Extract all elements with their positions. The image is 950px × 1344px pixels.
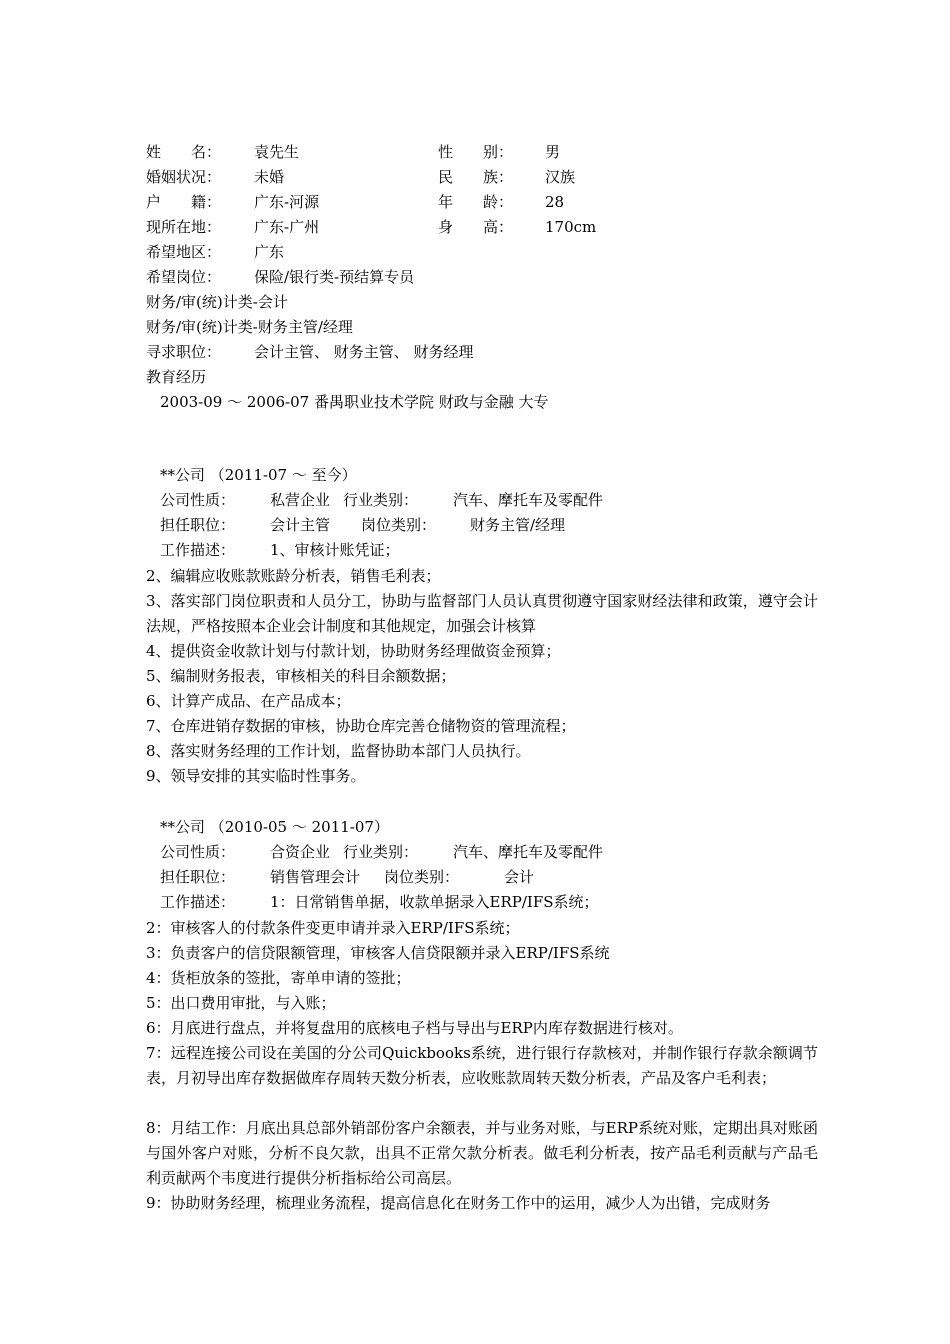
job2-industry-label: 行业类别： — [343, 843, 419, 861]
position-line-2: 财务/审(统)计类-会计 — [146, 293, 288, 311]
job2-role-value: 销售管理会计 — [270, 868, 361, 886]
job1-desc-label: 工作描述： — [160, 541, 236, 559]
job1-cat-label: 岗位类别： — [361, 516, 437, 534]
job2-item: 9：协助财务经理，梳理业务流程，提高信息化在财务工作中的运用，减少人为出错，完成财务 — [146, 1194, 771, 1212]
job1-item: 7、仓库进销存数据的审核，协助仓库完善仓储物资的管理流程； — [146, 717, 576, 735]
job2-item: 8：月结工作：月底出具总部外销部份客户余额表，并与业务对账，与ERP系统对账，定期出具对账函与国外客户对账，分析不良欠款，出具不正常欠款分析表。做毛利分析表，按产品毛利贡献与产品毛利贡献两个韦度进行提供分析指标给公司高层。 — [146, 1119, 818, 1187]
job1-item: 2、编辑应收账款账龄分析表，销售毛利表； — [146, 567, 441, 585]
name-value: 袁先生 — [254, 143, 300, 161]
job1-item: 9、领导安排的其实临时性事务。 — [146, 767, 366, 785]
seek-value: 会计主管、 财务主管、 财务经理 — [254, 343, 474, 361]
marital-label: 婚姻状况： — [146, 168, 222, 186]
location-label: 现所在地： — [146, 218, 222, 236]
job2-cat-label: 岗位类别： — [384, 868, 460, 886]
job1-role-value: 会计主管 — [270, 516, 331, 534]
job2-desc-label: 工作描述： — [160, 893, 236, 911]
job1-item: 4、提供资金收款计划与付款计划，协助财务经理做资金预算； — [146, 642, 561, 660]
hukou-label: 户 籍： — [146, 193, 222, 211]
age-value: 28 — [545, 193, 565, 211]
job1-item: 3、落实部门岗位职责和人员分工，协助与监督部门人员认真贯彻遵守国家财经法律和政策，遵守会计法规，严格按照本企业会计制度和其他规定，加强会计核算 — [146, 592, 818, 635]
seek-label: 寻求职位： — [146, 343, 222, 361]
gender-label: 性 别： — [438, 143, 514, 161]
position-label: 希望岗位： — [146, 268, 222, 286]
height-label: 身 高： — [438, 218, 514, 236]
height-value: 170cm — [545, 218, 597, 236]
job1-header: **公司 （2011-07 ～ 至今） — [160, 466, 357, 484]
ethnic-label: 民 族： — [438, 168, 514, 186]
job2-header: **公司 （2010-05 ～ 2011-07） — [160, 818, 389, 836]
job2-item: 5：出口费用审批，与入账； — [146, 994, 336, 1012]
ethnic-value: 汉族 — [545, 168, 576, 186]
job1-nature-label: 公司性质： — [160, 491, 236, 509]
job2-industry-value: 汽车、摩托车及零配件 — [453, 843, 604, 861]
education-entry: 2003-09 ～ 2006-07 番禺职业技术学院 财政与金融 大专 — [160, 393, 549, 411]
education-title: 教育经历 — [146, 368, 207, 386]
job2-desc-first: 1：日常销售单据，收款单据录入ERP/IFS系统； — [270, 893, 599, 911]
region-label: 希望地区： — [146, 243, 222, 261]
job1-industry-label: 行业类别： — [343, 491, 419, 509]
job1-item: 8、落实财务经理的工作计划，监督协助本部门人员执行。 — [146, 742, 531, 760]
job1-role-label: 担任职位： — [160, 516, 236, 534]
job2-cat-value: 会计 — [504, 868, 535, 886]
job2-role-label: 担任职位： — [160, 868, 236, 886]
job2-nature-label: 公司性质： — [160, 843, 236, 861]
job1-item: 5、编制财务报表，审核相关的科目余额数据； — [146, 667, 456, 685]
job1-industry-value: 汽车、摩托车及零配件 — [453, 491, 604, 509]
job1-nature-value: 私营企业 — [270, 491, 331, 509]
gender-value: 男 — [545, 143, 561, 161]
job2-item: 2：审核客人的付款条件变更申请并录入ERP/IFS系统； — [146, 919, 520, 937]
job1-cat-value: 财务主管/经理 — [470, 516, 566, 534]
region-value: 广东 — [254, 243, 285, 261]
job1-desc-first: 1、审核计账凭证； — [270, 541, 400, 559]
job2-item: 6：月底进行盘点，并将复盘用的底核电子档与导出与ERP内库存数据进行核对。 — [146, 1019, 683, 1037]
job2-item: 7：远程连接公司设在美国的分公司Quickbooks系统，进行银行存款核对，并制作银行存款余额调节表，月初导出库存数据做库存周转天数分析表，应收账款周转天数分析表，产品及客户毛利表； — [146, 1044, 818, 1087]
job1-item: 6、计算产成品、在产品成本； — [146, 692, 351, 710]
job2-item: 4：货柜放条的签批，寄单申请的签批； — [146, 969, 411, 987]
age-label: 年 龄： — [438, 193, 514, 211]
marital-value: 未婚 — [254, 168, 285, 186]
position-line-3: 财务/审(统)计类-财务主管/经理 — [146, 318, 353, 336]
name-label: 姓 名： — [146, 143, 222, 161]
job2-nature-value: 合资企业 — [270, 843, 331, 861]
location-value: 广东-广州 — [254, 218, 320, 236]
job2-item: 3：负责客户的信贷限额管理，审核客人信贷限额并录入ERP/IFS系统 — [146, 944, 610, 962]
hukou-value: 广东-河源 — [254, 193, 320, 211]
position-value: 保险/银行类-预结算专员 — [254, 268, 415, 286]
